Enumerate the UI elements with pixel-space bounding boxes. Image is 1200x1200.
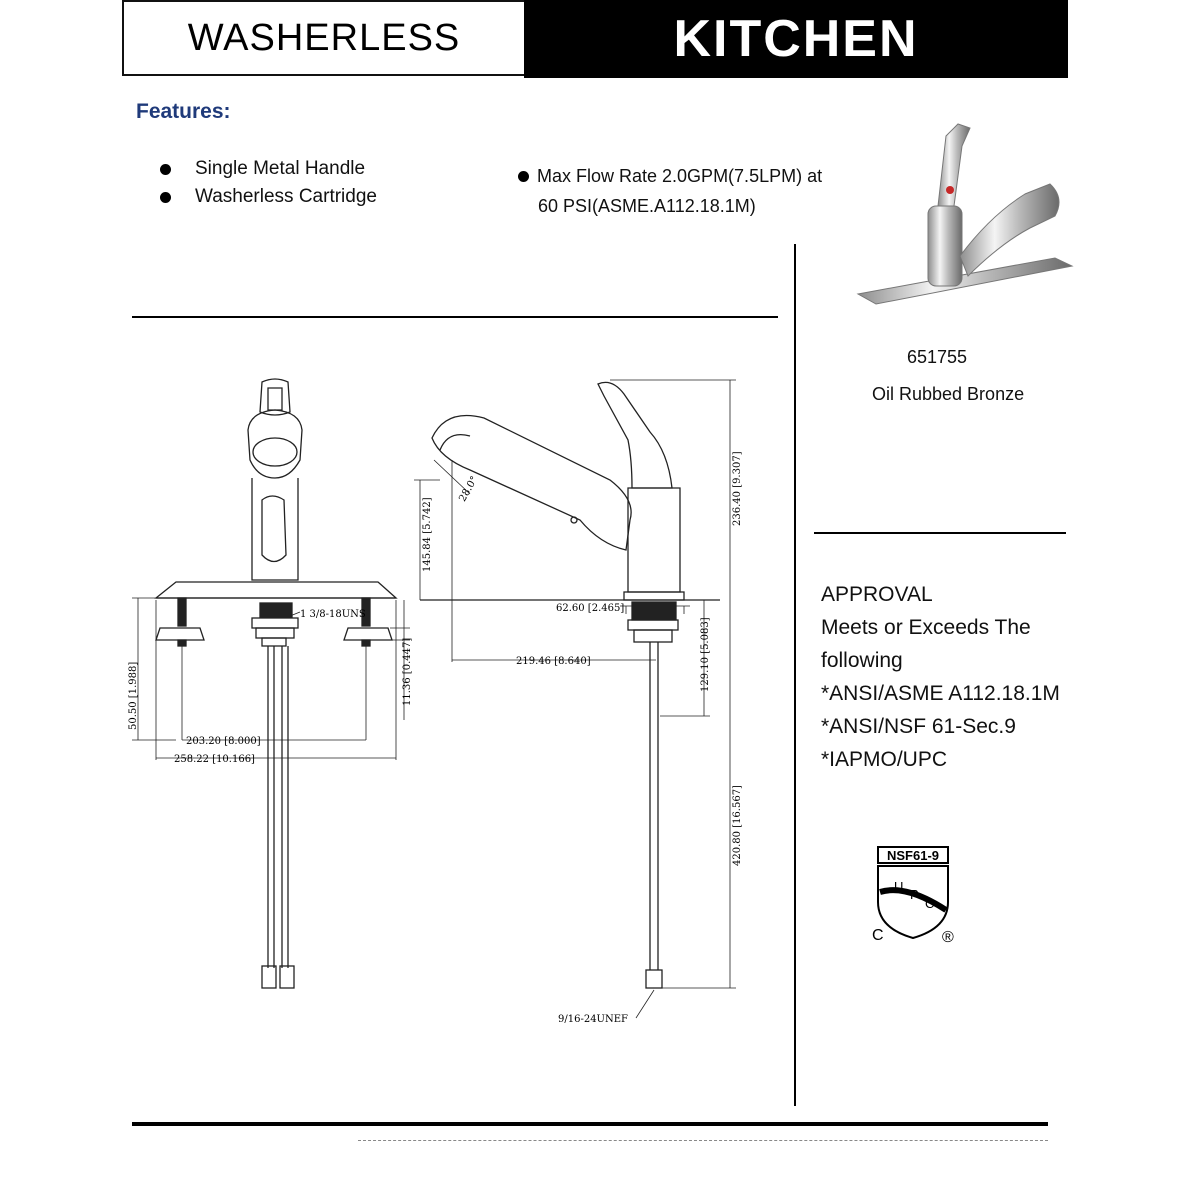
dim-front-height: 50.50 [1.988] — [128, 661, 139, 730]
dim-base: 62.60 [2.465] — [556, 603, 625, 614]
product-photo — [850, 106, 1080, 311]
approval-line: *ANSI/ASME A112.18.1M — [821, 682, 1060, 705]
side-dimension-lines — [414, 380, 736, 1018]
bottom-divider — [132, 1122, 1048, 1126]
dim-reach: 219.46 [8.640] — [516, 656, 591, 667]
approval-line: *ANSI/NSF 61-Sec.9 — [821, 715, 1016, 738]
approval-block — [821, 578, 1060, 776]
dim-thread-top: 1 3/8-18UNS — [300, 609, 366, 620]
feature-label: Single Metal Handle — [195, 158, 366, 179]
flow-rate-line2: 60 PSI(ASME.A112.18.1M) — [538, 196, 756, 216]
dim-total-height: 236.40 [9.307] — [732, 451, 743, 526]
dim-front-spacing: 203.20 [8.000] — [186, 736, 261, 747]
shield-letter: P — [910, 887, 919, 902]
front-view — [156, 379, 396, 988]
nsf-badge-text: NSF61-9 — [886, 848, 940, 863]
dim-hoses: 420.80 [16.567] — [732, 785, 743, 866]
dim-front-thickness: 11.36 [0.447] — [402, 637, 413, 706]
dim-spray-angle: 28.0° — [457, 474, 481, 504]
upc-certification-mark — [866, 842, 966, 946]
model-number: 651755 — [907, 347, 968, 367]
c-mark: C — [872, 927, 884, 944]
approval-line: *IAPMO/UPC — [821, 748, 948, 771]
dim-thread-bottom: 9/16-24UNEF — [558, 1014, 628, 1025]
flow-rate-line1: Max Flow Rate 2.0GPM(7.5LPM) at — [537, 166, 823, 186]
shield-letter: C — [925, 896, 935, 911]
side-view — [420, 382, 720, 988]
dim-front-plate: 258.22 [10.166] — [174, 754, 255, 765]
finish-name: Oil Rubbed Bronze — [872, 384, 1025, 404]
features-title: Features: — [136, 100, 231, 123]
dim-shank: 129.10 [5.083] — [700, 617, 711, 692]
dim-spout-height: 145.84 [5.742] — [422, 497, 433, 572]
header-left-title: WASHERLESS — [187, 16, 461, 59]
faint-line — [358, 1140, 1048, 1141]
approval-divider — [814, 532, 1066, 534]
approval-line: Meets or Exceeds The — [821, 616, 1031, 639]
registered-mark: ® — [942, 929, 954, 946]
shield-letter: U — [894, 879, 904, 894]
approval-line: following — [821, 649, 903, 672]
feature-label: Washerless Cartridge — [195, 186, 377, 207]
approval-line: APPROVAL — [821, 583, 933, 606]
header-right-title: KITCHEN — [673, 10, 919, 68]
